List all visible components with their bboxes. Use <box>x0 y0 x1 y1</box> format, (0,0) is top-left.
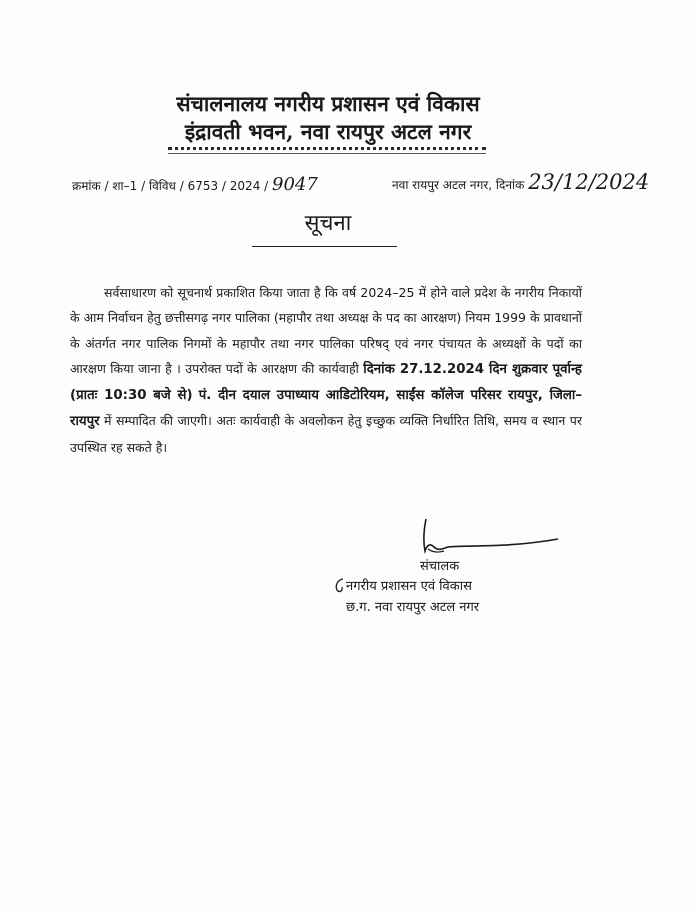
reference-printed: क्रमांक / शा–1 / विविध / 6753 / 2024 / <box>72 179 269 193</box>
header-underline <box>168 153 486 154</box>
body-part-3: में सम्पादित की जाएगी। अतः कार्यवाही के अवलोकन हेतु इच्छुक व्यक्ति निर्धारित तिथि, समय व स्थान पर उपस्थित रह सकते है। <box>70 413 583 455</box>
signature-mark <box>418 515 568 560</box>
body-bold-venue: पं. दीन दयाल उपाध्याय आडिटोरियम, साईंस कॉलेज परिसर रायपुर, जिला–रायपुर <box>70 388 582 430</box>
header-dotted-rule <box>168 147 486 150</box>
handwritten-date: 23/12/2024 <box>528 170 650 194</box>
body-bold-date-time: दिनांक 27.12.2024 दिन शुक्रवार पूर्वान्ह (प्रातः 10:30 बजे से) <box>70 361 582 404</box>
initial-mark <box>333 576 347 594</box>
reference-number <box>72 174 318 195</box>
place-date <box>392 170 649 194</box>
notice-title: सूचना <box>304 211 352 236</box>
reference-handwritten-number: 9047 <box>272 174 318 195</box>
title-underline <box>252 246 397 247</box>
signatory-designation: संचालक <box>420 559 460 574</box>
place-date-label: नवा रायपुर अटल नगर, दिनांक <box>392 178 525 192</box>
signatory-department: नगरीय प्रशासन एवं विकास <box>346 579 472 594</box>
body-part-1: सर्वसाधारण को सूचनार्थ प्रकाशित किया जाता है कि वर्ष 2024–25 में होने वाले प्रदेश के नगरीय निकायों के आम निर्वाचन हेतु छत्तीसगढ़ नगर पालिका (महापौर तथा अध्यक्ष के पद का आरक्षण) नियम 1999 के प्रावधानों के अंतर्गत नगर पालिक निगमों के महापौर तथा नगर पालिका परिषद् एवं नगर पंचायत के अध्यक्षों के पदों का आरक्षण किया जाना है । उपरोक्त पदों के आरक्षण की कार्यवाही <box>70 285 582 376</box>
notice-body <box>70 280 582 460</box>
office-address: इंद्रावती भवन, नवा रायपुर अटल नगर <box>184 119 472 144</box>
signatory-location: छ.ग. नवा रायपुर अटल नगर <box>346 600 480 615</box>
office-name: संचालनालय नगरीय प्रशासन एवं विकास <box>176 91 480 116</box>
